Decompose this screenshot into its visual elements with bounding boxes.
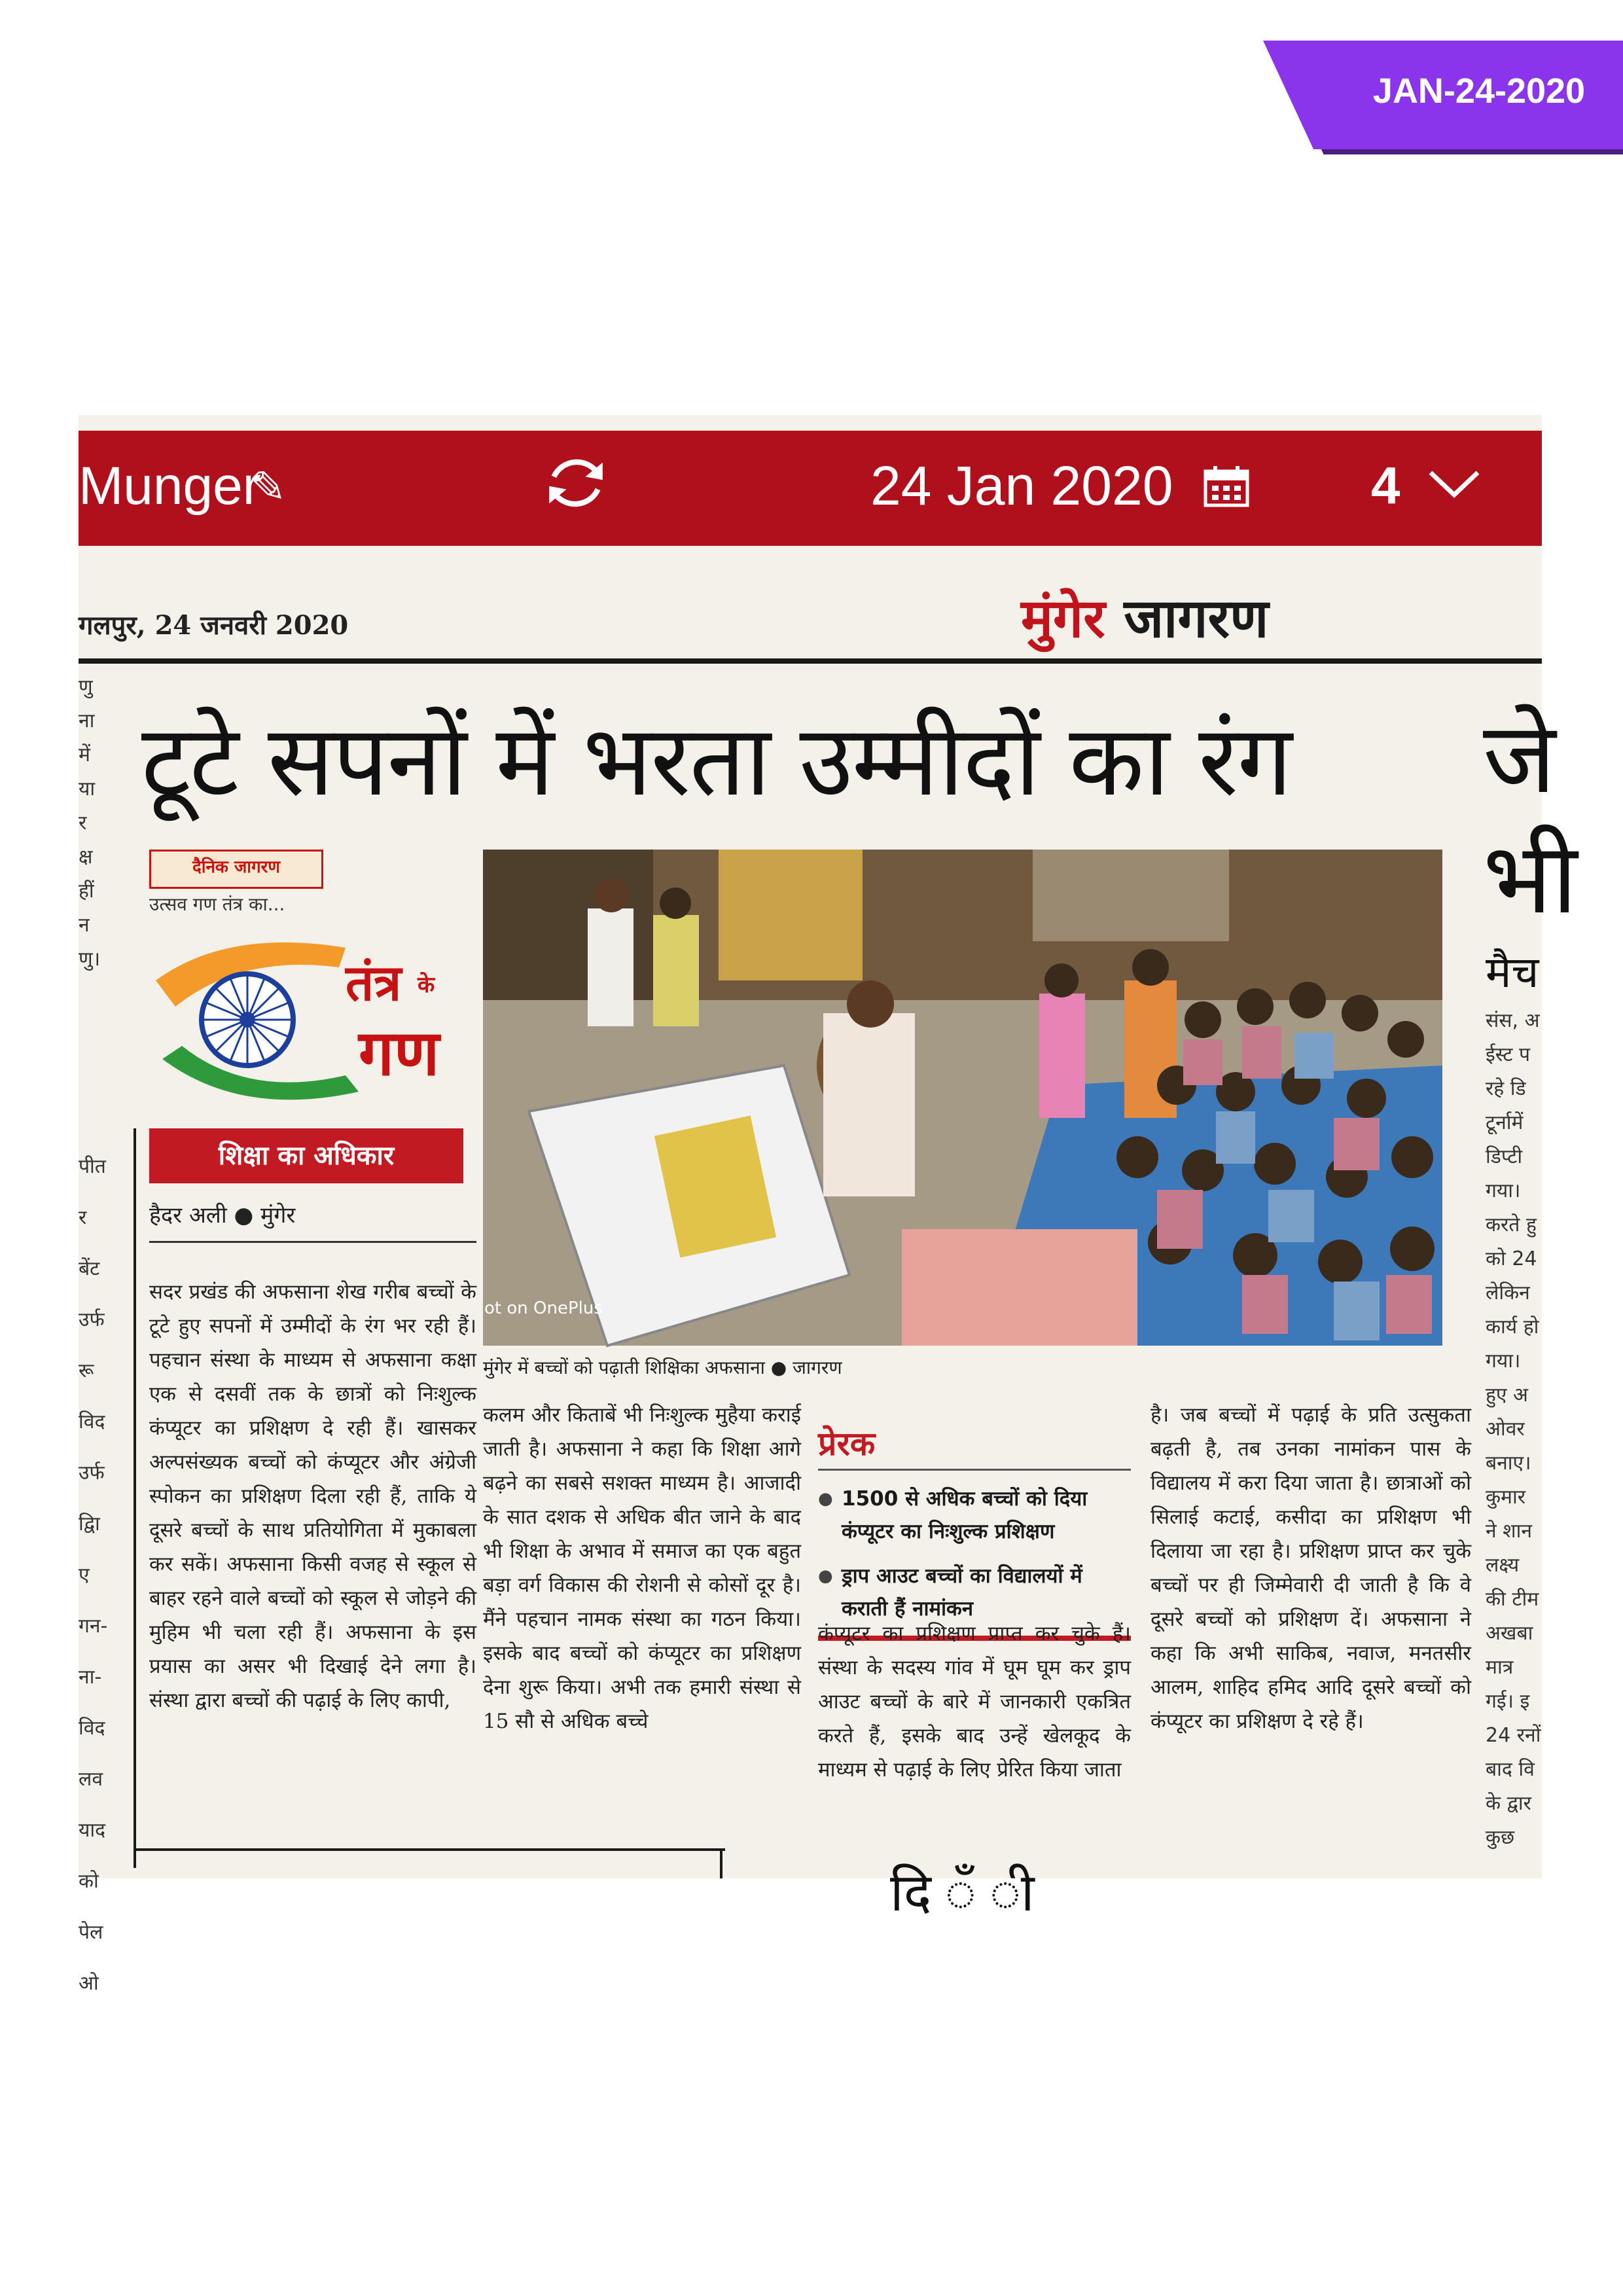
masthead-city: मुंगेर: [1021, 587, 1105, 650]
left-cutoff-line: या: [79, 778, 96, 800]
left-cutoff-2-line: र: [79, 1206, 87, 1229]
right-cutoff-line: 24 रनों: [1486, 1724, 1541, 1747]
left-cutoff-2-line: को: [79, 1870, 99, 1893]
left-cutoff-line: ना: [79, 709, 95, 732]
dateline: गलपुर, 24 जनवरी 2020: [79, 610, 349, 641]
byline: हैदर अली ● मुंगेर: [149, 1202, 296, 1229]
ribbon-date: JAN-24-2020: [1372, 71, 1586, 111]
headline: टूटे सपनों में भरता उम्मीदों का रंग: [141, 704, 1291, 818]
page-number[interactable]: 4: [1371, 456, 1400, 514]
right-cutoff-line: के द्वार: [1486, 1792, 1531, 1815]
bottom-vertical-rule: [720, 1848, 722, 1878]
right-cutoff-line: लक्ष्य: [1486, 1554, 1520, 1577]
right-cutoff-line: ओवर: [1486, 1418, 1525, 1441]
adjacent-subhead: मैच: [1486, 947, 1539, 997]
article-column-2: कलम और किताबें भी निःशुल्क मुहैया कराई जाती है। अफसाना ने कहा कि शिक्षा आगे बढ़ने का सबसे सशक्त माध्यम है। आजादी के सात दशक से अधिक बीत जाने के बाद भी शिक्षा के अभाव में समाज का एक बहुत बड़ा वर्ग विकास की रोशनी से कोसों दूर है। मैंने पहचान नामक संस्था का गठन किया। इसके बाद बच्चों को कंप्यूटर का प्रशिक्षण देना शुरू किया। अभी तक हमारी संस्था से 15 सौ से अधिक बच्चे: [483, 1403, 801, 1733]
left-cutoff-2-line: विद: [79, 1717, 105, 1740]
prerak-box: [818, 1420, 1131, 1641]
logo-tagline: उत्सव गण तंत्र का...: [149, 893, 285, 915]
right-cutoff-line: गया।: [1486, 1350, 1521, 1372]
right-cutoff-line: बनाए।: [1486, 1452, 1531, 1475]
left-cutoff-line: हीं: [79, 880, 94, 903]
right-cutoff-line: बाद वि: [1486, 1758, 1535, 1781]
left-cutoff-2-line: विद: [79, 1410, 105, 1433]
right-cutoff-line: टूर्नामें: [1486, 1111, 1524, 1134]
byline-rule: [149, 1241, 476, 1243]
left-cutoff-2-line: ना-: [79, 1666, 102, 1689]
article-column-1: सदर प्रखंड की अफसाना शेख गरीब बच्चों के टूटे हुए सपनों में उम्मीदों के रंग भर रही हैं। पहचान संस्था के माध्यम से अफसाना कक्षा एक से दसवीं तक के छात्रों को निःशुल्क कंप्यूटर का प्रशिक्षण दे रही हैं। खासकर अल्पसंख्यक बच्चों को कंप्यूटर और अंग्रेजी स्पोकन का प्रशिक्षण दिला रही हैं, ताकि ये दूसरे बच्चों के साथ प्रतियोगिता में मुकाबला कर सकें। अफसाना किसी वजह से स्कूल से बाहर रहने वाले बच्चों को स्कूल से जोड़ने की मुहिम भी चला रही हैं। अफसाना के इस प्रयास का असर भी दिखाई देने लगा है। संस्था द्वारा बच्चों की पढ़ाई के लिए कापी,: [149, 1280, 476, 1712]
logo-word-tantra: तंत्र: [346, 954, 402, 1012]
logo-tag: [149, 850, 323, 889]
right-cutoff-line: कुछ: [1486, 1826, 1515, 1849]
left-cutoff-text-2: [79, 1141, 111, 1995]
photo-caption: मुंगेर में बच्चों को पढ़ाती शिक्षिका अफसाना ● जागरण: [483, 1357, 842, 1378]
left-cutoff-2-line: द्विा: [79, 1513, 100, 1535]
edition-city[interactable]: Munger: [79, 456, 261, 516]
left-cutoff-2-line: रू: [79, 1359, 94, 1382]
edit-pencil-icon[interactable]: ✎: [250, 462, 287, 512]
left-cutoff-line: न: [79, 914, 90, 937]
header-rule: [79, 658, 1542, 664]
news-photo: [483, 850, 1442, 1346]
left-cutoff-2-line: पेल: [79, 1921, 103, 1944]
right-cutoff-line: डिप्टी: [1486, 1145, 1523, 1168]
calendar-icon[interactable]: [1204, 466, 1249, 507]
left-cutoff-2-line: उर्फ: [79, 1462, 105, 1484]
left-cutoff-2-line: लव: [79, 1768, 103, 1791]
refresh-icon[interactable]: [537, 444, 615, 522]
left-cutoff-2-line: बेंट: [79, 1257, 100, 1280]
adjacent-headline-2: भी: [1483, 822, 1578, 936]
right-cutoff-line: को 24: [1486, 1247, 1537, 1270]
prerak-title: प्रेरक: [818, 1425, 876, 1463]
photo-credit: ot on OnePlus: [484, 1299, 603, 1318]
prerak-rule: [818, 1469, 1131, 1471]
right-cutoff-line: ने शान: [1486, 1520, 1533, 1543]
app-bar: [79, 431, 1542, 546]
section-label: शिक्षा का अधिकार: [149, 1128, 463, 1183]
article-column-3: कंप्यूटर का प्रशिक्षण प्राप्त कर चुके हैं। संस्था के सदस्य गांव में घूम घूम कर ड्राप आउट बच्चों के बारे में जानकारी एकत्रित करते हैं, इसके बाद उन्हें खेलकूद के माध्यम से पढ़ाई के लिए प्रेरित किया जाता: [818, 1622, 1131, 1782]
column-divider: [134, 1128, 136, 1868]
left-cutoff-line: णु।: [79, 948, 101, 971]
right-cutoff-line: अखबा: [1486, 1622, 1533, 1645]
left-cutoff-2-line: पीत: [79, 1155, 106, 1178]
chevron-down-icon[interactable]: [1427, 469, 1482, 500]
logo-tag-text: दैनिक जागरण: [192, 857, 281, 877]
republic-day-logo: [149, 850, 476, 1111]
prerak-point-2: ● ड्राप आउट बच्चों का विद्यालयों में कराती हैं नामांकन: [818, 1560, 1131, 1625]
right-cutoff-line: मात्र: [1486, 1656, 1514, 1679]
left-cutoff-2-line: ए: [79, 1564, 90, 1587]
left-cutoff-line: र: [79, 812, 87, 834]
edition-date[interactable]: 24 Jan 2020: [870, 455, 1173, 516]
logo-word-gan: गण: [359, 1016, 440, 1090]
left-cutoff-line: णु: [79, 675, 93, 698]
right-cutoff-text: [1486, 1004, 1542, 1855]
left-cutoff-2-line: याद: [79, 1819, 106, 1842]
bottom-rule: [136, 1848, 725, 1851]
right-cutoff-line: करते हु: [1486, 1213, 1537, 1236]
right-cutoff-line: हुए अ: [1486, 1384, 1528, 1407]
left-cutoff-2-line: उर्फ: [79, 1308, 105, 1331]
masthead-title: जागरण: [1124, 587, 1269, 650]
right-cutoff-line: की टीम: [1486, 1588, 1539, 1611]
next-story-headline-cutoff: दि ँ ी: [890, 1862, 1035, 1923]
right-cutoff-line: गया।: [1486, 1179, 1521, 1202]
masthead: [1021, 580, 1268, 653]
right-cutoff-line: कार्य हो: [1486, 1316, 1539, 1338]
article-column-4: है। जब बच्चों में पढ़ाई के प्रति उत्सुकता बढ़ती है, तब उनका नामांकन पास के विद्यालय में करा दिया जाता है। छात्राओं को सिलाई कटाई, कसीदा का प्रशिक्षण भी दिलाया जा रहा है। प्रशिक्षण प्राप्त कर चुके बच्चों पर ही जिम्मेवारी दी जाती है कि वे दूसरे बच्चों को प्रशिक्षण दें। अफसाना ने कहा कि अभी साकिब, नवाज, मनतसीर आलम, शाहिद हमिद आदि दूसरे बच्चों को कंप्यूटर का प्रशिक्षण दे रहे हैं।: [1150, 1403, 1471, 1733]
right-cutoff-line: गई। इ: [1486, 1690, 1530, 1713]
right-cutoff-line: रहे डि: [1486, 1077, 1526, 1100]
left-cutoff-line: में: [79, 744, 90, 766]
right-cutoff-line: लेकिन: [1486, 1282, 1530, 1304]
left-cutoff-2-line: गन-: [79, 1615, 108, 1638]
right-cutoff-line: कुमार: [1486, 1486, 1526, 1509]
epaper-screenshot: [79, 415, 1578, 1995]
prerak-point-1: ● 1500 से अधिक बच्चों को दिया कंप्यूटर का निःशुल्क प्रशिक्षण: [818, 1482, 1131, 1548]
right-cutoff-line: संस, अ: [1486, 1009, 1540, 1032]
logo-word-ke: के: [418, 972, 435, 998]
left-cutoff-2-line: ओ: [79, 1972, 99, 1995]
adjacent-headline-1: जे: [1483, 702, 1556, 816]
right-cutoff-line: ईस्ट प: [1486, 1043, 1531, 1066]
left-cutoff-line: क्ष: [79, 846, 93, 869]
